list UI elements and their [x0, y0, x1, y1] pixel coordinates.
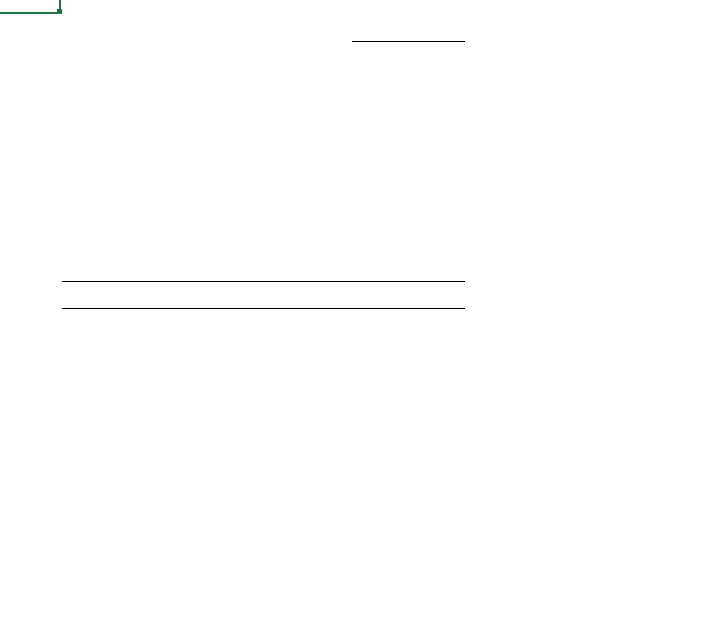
total-bottom-border [62, 308, 465, 309]
header-underline [352, 41, 465, 42]
active-cell-selection[interactable] [0, 0, 61, 14]
total-top-border [62, 281, 465, 282]
fill-handle[interactable] [57, 9, 62, 14]
